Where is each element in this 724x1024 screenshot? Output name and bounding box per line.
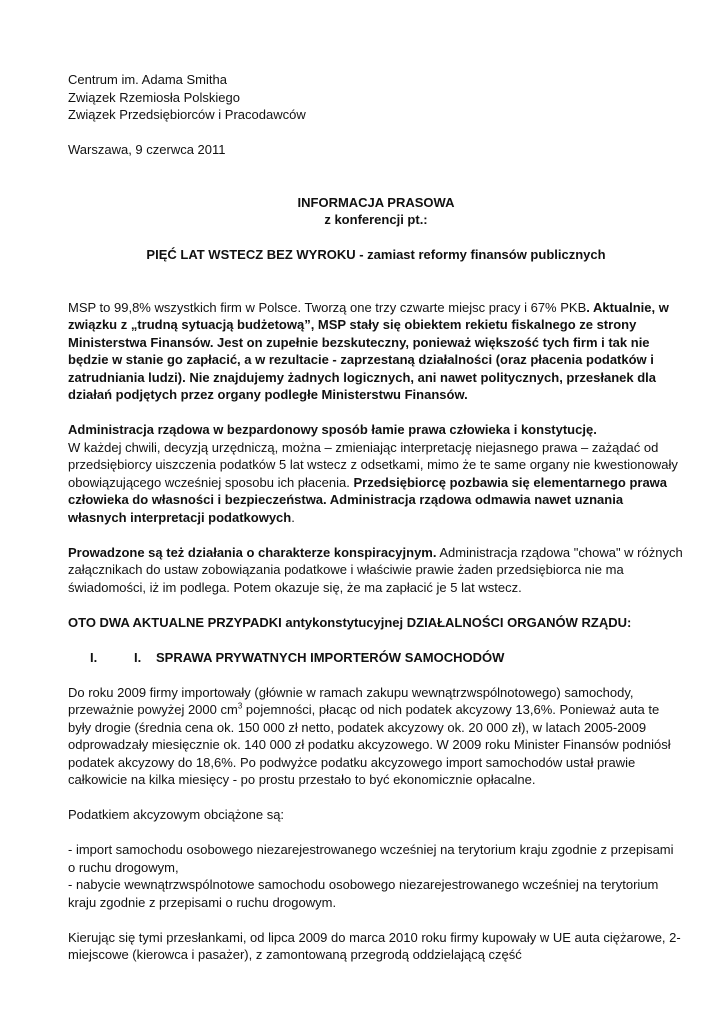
paragraph-trucks: Kierując się tymi przesłankami, od lipca 2009 do marca 2010 roku firmy kupowały w UE auta ciężarowe, 2-miejscowe (kierowca i pasażer), z zamontowaną przegrodą oddzielającą część (68, 929, 681, 962)
paragraph-conspiracy (68, 544, 684, 597)
list-item: - nabycie wewnątrzwspólnotowe samochodu osobowego niezarejestrowanego wcześniej na terytorium kraju zgodnie z przepisami o ruchu drogowym. (68, 877, 659, 910)
subsection-heading (68, 649, 684, 667)
place-date: Warszawa, 9 czerwca 2011 (68, 142, 226, 157)
org-line-1: Centrum im. Adama Smitha (68, 72, 227, 87)
paragraph-msp-bold: . Aktualnie, w związku z „trudną sytuacją budżetową”, MSP stały się obiektem rekietu fiskalnego ze strony Ministerstwa Finansów. Jest on zupełnie bezskuteczny, ponieważ większość tych firm i tak nie będzie w stanie go zapłacić, a w rezultacie - zaprzestaną działalności (oraz płacenia podatków i zatrudniania ludzi). Nie znajdujemy żadnych logicznych, ani nawet politycznych, przesłanek dla działań podjętych przez organy podległe Ministerstwu Finansów. (68, 299, 669, 402)
paragraph-human-rights-normal-2: . (291, 509, 295, 525)
paragraph-import-history (68, 684, 684, 789)
superscript-3: 3 (237, 701, 243, 711)
paragraph-msp-normal: MSP to 99,8% wszystkich firm w Polsce. Tworzą one trzy czwarte miejsc pracy i 67% PKB (68, 299, 587, 315)
paragraph-import-part-1: Do roku 2009 firmy importowały (głównie w ramach zakupu wewnątrzwspólnotowego) samochody, przeważnie powyżej 2000 cm (68, 684, 634, 717)
subsection-title: SPRAWA PRYWATNYCH IMPORTERÓW SAMOCHODÓW (156, 649, 505, 665)
paragraph-conspiracy-bold: Prowadzone są też działania o charakterze konspiracyjnym. (68, 544, 437, 560)
paragraph-excise-intro: Podatkiem akcyzowym obciążone są: (68, 807, 285, 822)
title-line-2: z konferencji pt.: (324, 212, 428, 227)
paragraph-import-part-2: pojemności, płacąc od nich podatek akcyzowy 13,6%. Ponieważ auta te były drogie (średnia cena ok. 150 000 zł netto, podatek akcyzowy ok. 20 000 zł), w latach 2005-2009 odprowadzały miesięcznie ok. 140 000 zł podatku akcyzowego. W 2009 roku Minister Finansów podniósł podatek akcyzowy do 18,6%. Po podwyżce podatku akcyzowego import samochodów ustał prawie całkowicie na kilka miesięcy - po prostu przestało to być ekonomicznie opłacalne. (68, 702, 671, 787)
subsection-number-2: I. (134, 649, 142, 665)
paragraph-msp (68, 299, 684, 404)
paragraph-human-rights-bold-2: Przedsiębiorcę pozbawia się elementarnego prawa człowieka do własności i bezpieczeństwa. Administracja rządowa odmawia nawet uznania własnych interpretacji podatkowych (68, 474, 668, 525)
org-line-2: Związek Rzemiosła Polskiego (68, 89, 240, 105)
subsection-number-1: I. (90, 649, 98, 665)
paragraph-human-rights-bold-1: Administracja rządowa w bezpardonowy sposób łamie prawa człowieka i konstytucję. (68, 422, 597, 437)
title-line-1: INFORMACJA PRASOWA (297, 194, 455, 210)
paragraph-conspiracy-normal: Administracja rządowa "chowa" w różnych załącznikach do ustaw zobowiązania podatkowe i właściwie prawie żaden przedsiębiorca nie ma świadomości, iż im podlega. Potem okazuje się, że ma zapłacić je 5 lat wstecz. (68, 544, 683, 595)
paragraph-human-rights (68, 421, 684, 526)
title-line-3: PIĘĆ LAT WSTECZ BEZ WYROKU - zamiast reformy finansów publicznych (146, 247, 606, 262)
paragraph-human-rights-normal-1: W każdej chwili, decyzją urzędniczą, można – zmieniając interpretację niejasnego prawa – zażądać od przedsiębiorcy uiszczenia podatków 5 lat wstecz z odsetkami, mimo że te same organy nie kwestionowały obowiązującego wcześniej sposobu ich płacenia. (68, 439, 678, 490)
section-heading: OTO DWA AKTUALNE PRZYPADKI antykonstytucyjnej DZIAŁALNOŚCI ORGANÓW RZĄDU: (68, 614, 632, 630)
list-item: - import samochodu osobowego niezarejestrowanego wcześniej na terytorium kraju zgodnie z przepisami o ruchu drogowym, (68, 842, 674, 875)
org-line-3: Związek Przedsiębiorców i Pracodawców (68, 107, 306, 122)
